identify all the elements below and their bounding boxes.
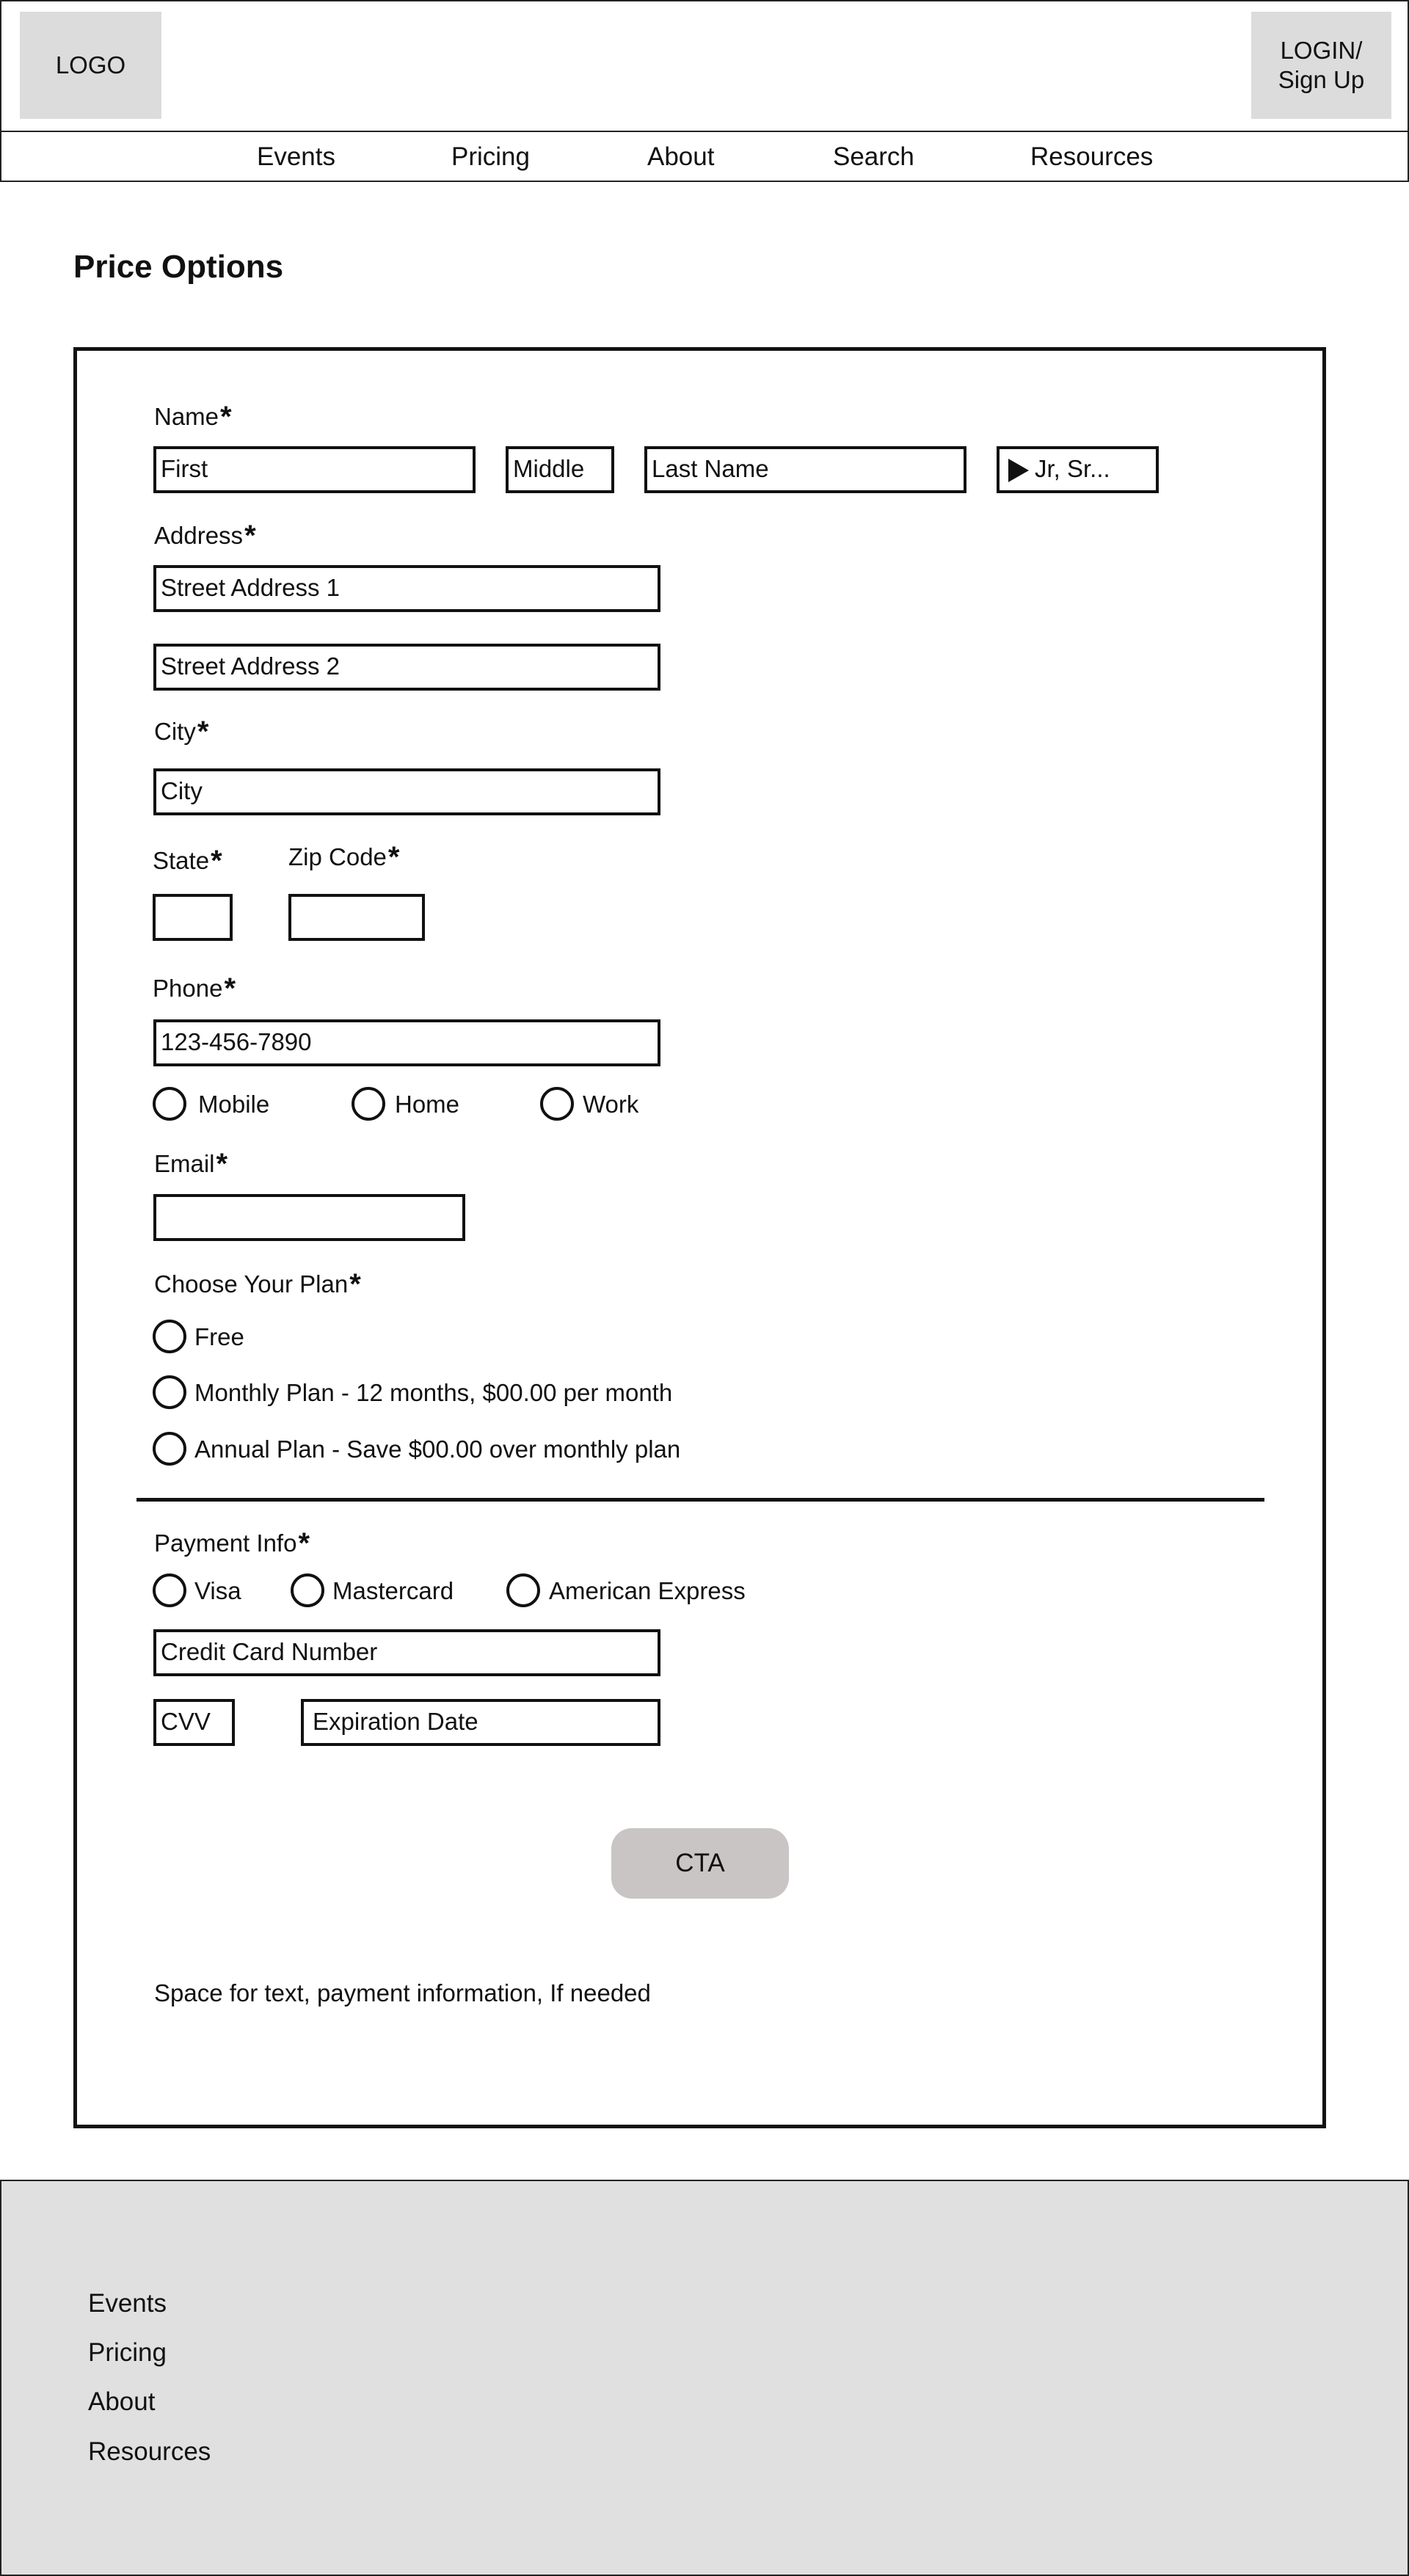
street-address-1-input[interactable]: Street Address 1 bbox=[153, 565, 660, 612]
caret-right-icon bbox=[1008, 459, 1029, 482]
phone-type-home-radio[interactable] bbox=[352, 1087, 385, 1121]
card-amex-label: American Express bbox=[549, 1577, 746, 1604]
cvv-input[interactable]: CVV bbox=[153, 1699, 235, 1746]
zip-code-input[interactable] bbox=[288, 894, 425, 941]
payment-info-label: Payment Info* bbox=[154, 1527, 310, 1560]
credit-card-number-input[interactable]: Credit Card Number bbox=[153, 1629, 660, 1676]
email-input[interactable] bbox=[153, 1194, 465, 1241]
name-label: Name* bbox=[154, 401, 232, 433]
plan-free-radio[interactable] bbox=[153, 1320, 186, 1353]
choose-plan-label: Choose Your Plan* bbox=[154, 1268, 361, 1300]
first-name-input[interactable]: First bbox=[153, 446, 476, 493]
middle-name-input[interactable]: Middle bbox=[506, 446, 614, 493]
card-visa-radio[interactable] bbox=[153, 1573, 186, 1607]
section-divider bbox=[136, 1498, 1264, 1502]
plan-annual-radio[interactable] bbox=[153, 1432, 186, 1466]
payment-note: Space for text, payment information, If needed bbox=[154, 1979, 651, 2006]
card-amex-radio[interactable] bbox=[506, 1573, 540, 1607]
nav-item-about[interactable]: About bbox=[647, 142, 715, 171]
last-name-input[interactable]: Last Name bbox=[644, 446, 966, 493]
card-mastercard-radio[interactable] bbox=[291, 1573, 324, 1607]
phone-type-mobile-radio[interactable] bbox=[153, 1087, 186, 1121]
city-label: City* bbox=[154, 716, 209, 748]
plan-monthly-radio[interactable] bbox=[153, 1375, 186, 1409]
login-signup-button[interactable]: LOGIN/ Sign Up bbox=[1251, 12, 1391, 119]
state-input[interactable] bbox=[153, 894, 233, 941]
plan-free-label: Free bbox=[194, 1323, 244, 1350]
footer-link-events[interactable]: Events bbox=[88, 2289, 167, 2318]
city-input[interactable]: City bbox=[153, 768, 660, 815]
address-label: Address* bbox=[154, 520, 256, 552]
state-label: State* bbox=[153, 845, 222, 877]
nav-item-search[interactable]: Search bbox=[833, 142, 914, 171]
page-title: Price Options bbox=[73, 249, 284, 285]
nav-item-events[interactable]: Events bbox=[257, 142, 335, 171]
footer bbox=[0, 2180, 1409, 2576]
suffix-select[interactable]: Jr, Sr... bbox=[997, 446, 1159, 493]
zip-code-label: Zip Code* bbox=[288, 841, 400, 873]
phone-type-work-label: Work bbox=[583, 1091, 639, 1118]
header bbox=[0, 0, 1409, 132]
plan-annual-label: Annual Plan - Save $00.00 over monthly plan bbox=[194, 1436, 681, 1463]
card-visa-label: Visa bbox=[194, 1577, 241, 1604]
card-mastercard-label: Mastercard bbox=[332, 1577, 454, 1604]
footer-link-about[interactable]: About bbox=[88, 2387, 156, 2416]
phone-input[interactable]: 123-456-7890 bbox=[153, 1019, 660, 1066]
email-label: Email* bbox=[154, 1148, 228, 1180]
logo[interactable]: LOGO bbox=[20, 12, 161, 119]
phone-label: Phone* bbox=[153, 972, 236, 1005]
expiration-date-input[interactable]: Expiration Date bbox=[301, 1699, 660, 1746]
phone-type-mobile-label: Mobile bbox=[198, 1091, 270, 1118]
nav-item-pricing[interactable]: Pricing bbox=[451, 142, 530, 171]
cta-button[interactable]: CTA bbox=[611, 1828, 789, 1899]
footer-link-resources[interactable]: Resources bbox=[88, 2437, 211, 2466]
nav-item-resources[interactable]: Resources bbox=[1030, 142, 1154, 171]
phone-type-home-label: Home bbox=[395, 1091, 460, 1118]
street-address-2-input[interactable]: Street Address 2 bbox=[153, 644, 660, 691]
plan-monthly-label: Monthly Plan - 12 months, $00.00 per month bbox=[194, 1379, 673, 1406]
footer-link-pricing[interactable]: Pricing bbox=[88, 2338, 167, 2367]
phone-type-work-radio[interactable] bbox=[540, 1087, 574, 1121]
